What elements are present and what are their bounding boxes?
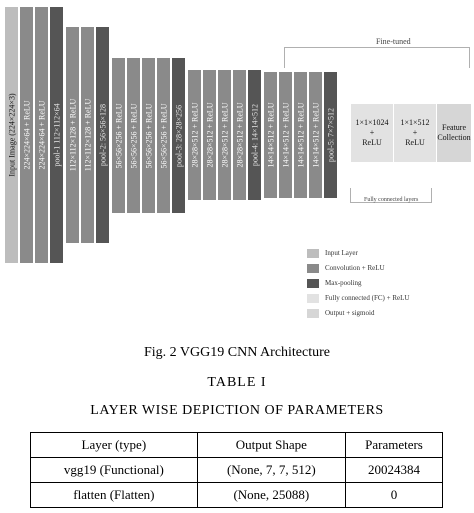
pool-block-1 [50,7,63,263]
fc-1024-dims: 1×1×1024 [355,118,389,127]
legend-swatch [307,279,319,288]
conv-block-5-4 [309,72,322,198]
conv-block-1-1 [20,7,33,263]
pool-block-4-label: pool-4: 14×14×512 [250,103,259,167]
conv-block-4-1-label: 28×28×512 + ReLU [190,102,199,168]
fc-1024-activation: ReLU [362,138,382,147]
conv-block-2-1-label: 112×112×128 + ReLU [68,98,77,172]
cell-output-shape: (None, 25088) [197,483,345,508]
conv-block-1-2 [35,7,48,263]
legend-swatch [307,309,319,318]
table-title: LAYER WISE DEPICTION OF PARAMETERS [90,403,384,418]
feature-collection-block [437,104,471,162]
output-line-1: Feature [442,123,466,132]
cell-parameters: 0 [345,483,442,508]
conv-block-3-2 [127,58,140,213]
conv-block-4-2 [203,70,216,200]
conv-block-4-4-label: 28×28×512 + ReLU [235,102,244,168]
conv-block-4-3-label: 28×28×512 + ReLU [220,102,229,168]
fine-tuned-bracket [284,47,470,68]
legend-swatch [307,249,319,258]
parameters-table [30,432,443,508]
table-row [31,483,443,508]
conv-block-4-4 [233,70,246,200]
legend-swatch [307,264,319,273]
conv-block-3-1 [112,58,125,213]
cell-layer: flatten (Flatten) [31,483,198,508]
fc-512-plus: + [412,128,418,137]
conv-block-3-4-label: 56×56×256 + ReLU [159,102,168,169]
pool-block-1-label: pool-1 112×112×64 [52,103,61,167]
conv-block-4-1 [188,70,201,200]
legend-swatch [307,294,319,303]
fine-tuned-label: Fine-tuned [376,37,411,46]
conv-block-2-2-label: 112×112×128 + ReLU [83,98,92,172]
table-header-row [31,433,443,458]
conv-block-4-2-label: 28×28×512 + ReLU [205,102,214,168]
pool-block-4 [248,70,261,200]
conv-block-5-1-label: 14×14×512 + ReLU [266,102,275,168]
conv-block-5-4-label: 14×14×512 + ReLU [311,102,320,168]
conv-block-2-1 [66,27,79,243]
conv-block-5-1 [264,72,277,198]
conv-block-5-3-label: 14×14×512 + ReLU [296,102,305,168]
table-row [31,458,443,483]
pool-block-5-label: pool-5: 7×7×512 [326,107,335,163]
table-number: TABLE I [207,375,267,390]
pool-block-3 [172,58,185,213]
conv-block-3-1-label: 56×56×256 + ReLU [114,102,123,169]
conv-block-3-3-label: 56×56×256 + ReLU [144,102,153,169]
conv-block-4-3 [218,70,231,200]
header-output-shape: Output Shape [197,433,345,458]
output-line-2: Collection [437,133,471,142]
fc-1024-plus: + [369,128,375,137]
conv-block-1-1-label: 224×224×64 + ReLU [22,100,31,170]
fc-512-activation: ReLU [405,138,425,147]
fc-512-block [394,104,436,162]
legend-label: Convolution + ReLU [325,264,385,272]
fc-layers-label: Fully connected layers [364,197,419,203]
legend-label: Max-pooling [325,279,362,287]
pool-block-2 [96,27,109,243]
conv-block-5-2-label: 14×14×512 + ReLU [281,102,290,168]
legend-label: Fully connected (FC) + ReLU [325,294,410,302]
fc-512-dims: 1×1×512 [400,118,430,127]
conv-block-1-2-label: 224×224×64 + ReLU [37,100,46,170]
figure-caption: Fig. 2 VGG19 CNN Architecture [144,345,330,360]
pool-block-2-label: pool-2: 56×56×128 [98,103,107,167]
input-image-block [5,7,18,263]
pool-block-3-label: pool-3: 28×28×256 [174,104,183,167]
conv-block-5-3 [294,72,307,198]
legend-label: Input Layer [325,249,358,257]
header-layer-type: Layer (type) [31,433,198,458]
fc-1024-block [351,104,393,162]
pool-block-5 [324,72,337,198]
cell-parameters: 20024384 [345,458,442,483]
legend-label: Output + sigmoid [325,309,375,317]
conv-block-3-4 [157,58,170,213]
conv-block-2-2 [81,27,94,243]
input-image-block-label: Input Image (224×224×3) [7,93,16,177]
conv-block-5-2 [279,72,292,198]
cell-output-shape: (None, 7, 7, 512) [197,458,345,483]
cell-layer: vgg19 (Functional) [31,458,198,483]
conv-block-3-3 [142,58,155,213]
conv-block-3-2-label: 56×56×256 + ReLU [129,102,138,169]
header-parameters: Parameters [345,433,442,458]
